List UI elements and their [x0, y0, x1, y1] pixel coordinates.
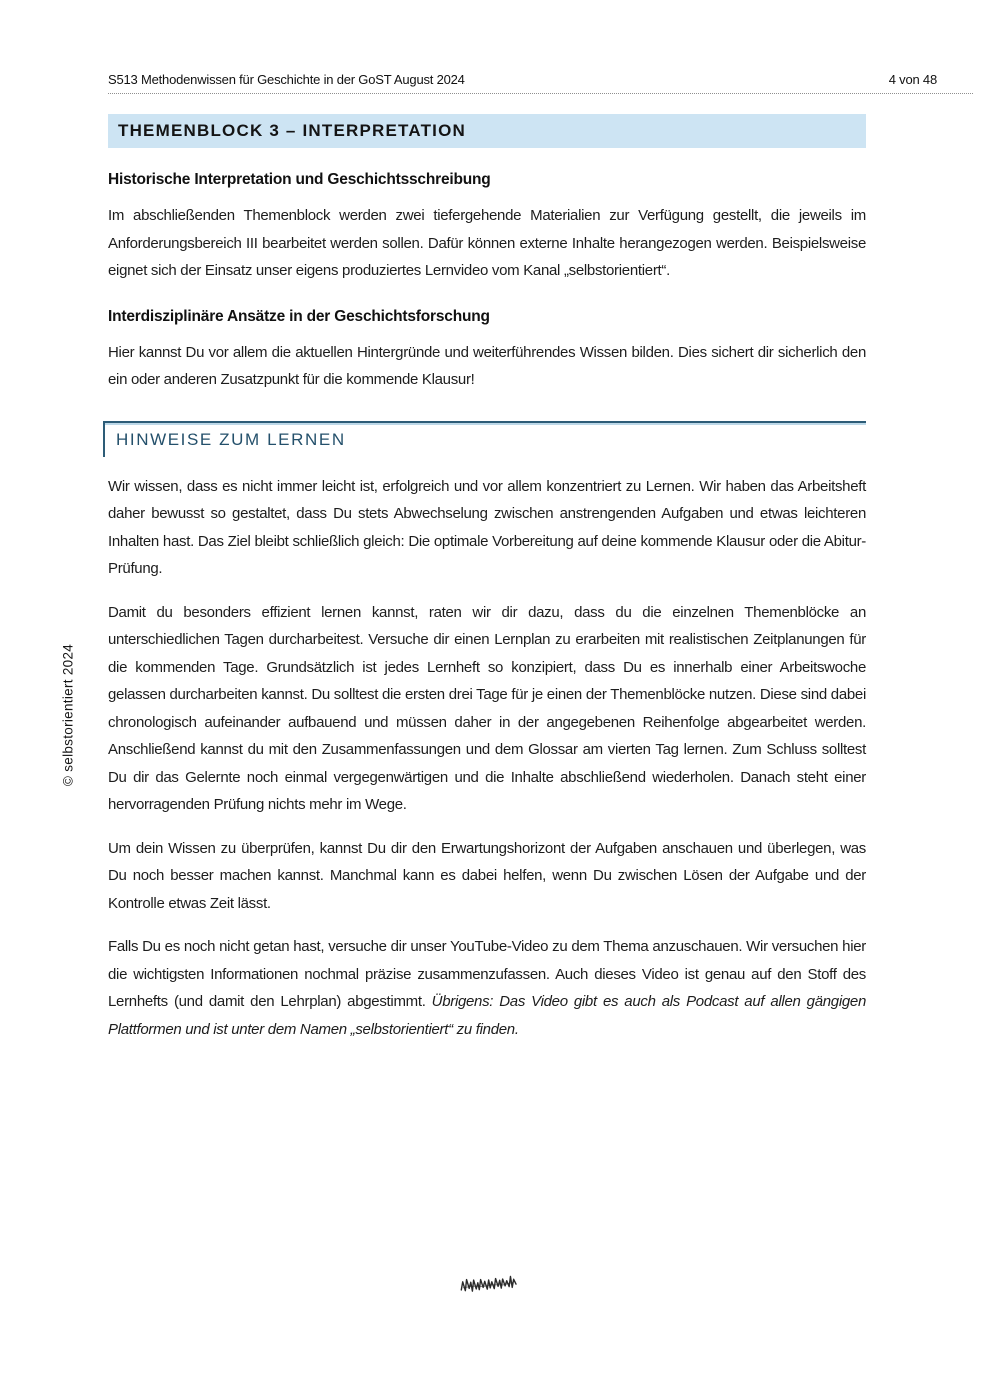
hinweise-paragraph-3: Um dein Wissen zu überprüfen, kannst Du dir den Erwartungshorizont der Aufgaben anschauen und überlegen, was Du noch besser machen kannst. Manchmal kann es dabei helfen, wenn Du zwischen Lösen der Aufgabe und der Kontrolle etwas Zeit lässt.	[108, 839, 866, 912]
heading-interdisziplinaere-ansaetze: Interdisziplinäre Ansätze in der Geschichtsforschung	[108, 307, 490, 325]
signature-scribble-icon	[458, 1270, 520, 1300]
content-column	[108, 114, 866, 1043]
hinweise-paragraph-2: Damit du besonders effizient lernen kannst, raten wir dir dazu, dass du die einzelnen Themenblöcke an unterschiedlichen Tagen durcharbeitest. Versuche dir einen Lernplan zu erarbeiten mit realistischen Zeitplanungen für die kommenden Tage. Grundsätzlich ist jedes Lernheft so konzipiert, dass Du es innerhalb einer Arbeitswoche gelassen durcharbeiten kannst. Du solltest die ersten drei Tage für je einen der Themenblöcke nutzen. Diese sind dabei chronologisch aufeinander aufbauend und müssen daher in der angegebenen Reihenfolge abgearbeitet werden. Anschließend kannst du mit den Zusammenfassungen und dem Glossar am vierten Tag lernen. Zum Schluss solltest Du dir das Gelernte noch einmal vergegenwärtigen und die Inhalte abschließend wiederholen. Danach steht einer hervorragenden Prüfung nichts mehr im Wege.	[108, 603, 866, 813]
hinweise-paragraph-4	[108, 933, 866, 1043]
hinweise-section-title: HINWEISE ZUM LERNEN	[116, 429, 346, 449]
copyright-vertical-text: © selbstorientiert 2024	[60, 643, 76, 787]
themenblock-banner-title: THEMENBLOCK 3 – INTERPRETATION	[118, 121, 466, 140]
page-header	[108, 72, 973, 94]
hinweise-section-body	[108, 473, 866, 1044]
paragraph-interdisziplinaere-ansaetze: Hier kannst Du vor allem die aktuellen Hintergründe und weiterführendes Wissen bilden. Dies sichert dir sicherlich den ein oder anderen Zusatzpunkt für die kommende Klausur!	[108, 343, 866, 388]
heading-historische-interpretation: Historische Interpretation und Geschichtsschreibung	[108, 171, 491, 188]
themenblock-banner	[108, 114, 866, 148]
paragraph-historische-interpretation: Im abschließenden Themenblock werden zwei tiefergehende Materialien zur Verfügung gestellt, die jeweils im Anforderungsbereich III bearbeitet werden sollen. Dafür können externe Inhalte herangezogen werden. Beispielsweise eignet sich der Einsatz unser eigens produziertes Lernvideo vom Kanal „selbstorientiert“.	[108, 207, 866, 279]
hinweise-paragraph-4-italic: Übrigens: Das Video gibt es auch als Podcast auf allen gängigen Plattformen und ist unter dem Namen „selbstorientiert“ zu finden.	[108, 993, 866, 1038]
hinweise-section-header	[103, 421, 866, 457]
hinweise-paragraph-4-normal: Falls Du es noch nicht getan hast, versuche dir unser YouTube-Video zu dem Thema anzuschauen. Wir versuchen hier die wichtigsten Informationen nochmal präzise zusammenzufassen. Auch dieses Video ist genau auf den Stoff des Lernhefts (und damit den Lehrplan) abgestimmt.	[108, 938, 866, 1010]
header-title: S513 Methodenwissen für Geschichte in der GoST August 2024	[108, 72, 465, 87]
hinweise-paragraph-1: Wir wissen, dass es nicht immer leicht ist, erfolgreich und vor allem konzentriert zu Lernen. Wir haben das Arbeitsheft daher bewusst so gestaltet, dass Du stets Abwechselung zwischen anstrengenden Aufgaben und etwas leichteren Inhalten hast. Das Ziel bleibt schließlich gleich: Die optimale Vorbereitung auf deine kommende Klausur oder die Abitur-Prüfung.	[108, 477, 866, 577]
page-number: 4 von 48	[888, 72, 937, 87]
signature-scribble	[459, 1272, 519, 1298]
